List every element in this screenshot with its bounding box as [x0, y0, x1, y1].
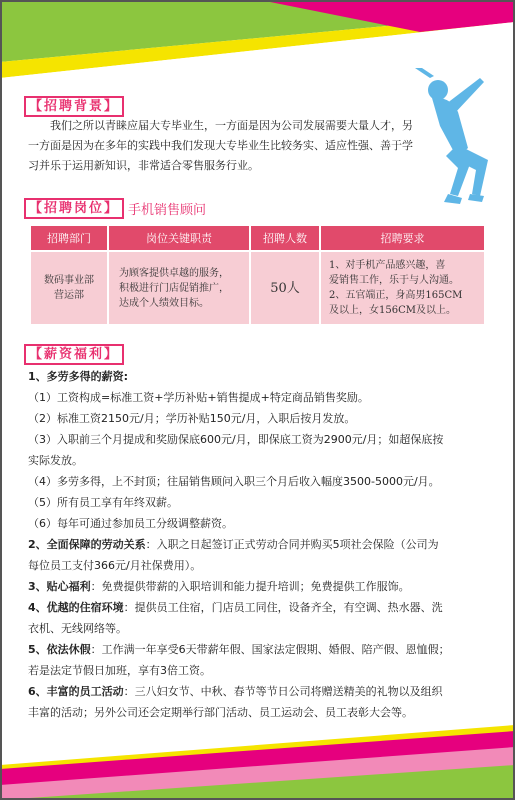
cell-line: 及以上，女156CM及以上。 — [329, 305, 456, 316]
benefit-item-text: 衣机、无线网络等。 — [28, 622, 127, 635]
cell-line: 2、五官端正，身高男165CM — [329, 290, 463, 301]
position-title: 手机销售顾问 — [128, 203, 207, 218]
benefit-item-text: （3）入职前三个月提成和奖励保底600元/月，即保底工资为2900元/月；如超保底按 — [28, 433, 444, 446]
benefit-item-title: 3、贴心福利 — [28, 580, 91, 593]
table-header-cell: 岗位关键职责 — [108, 225, 250, 251]
paragraph-line: 我们之所以青睐应届大专毕业生，一方面是因为公司发展需要大量人才，另 — [50, 119, 413, 132]
paragraph-line: 一方面是因为在多年的实践中我们发现大专毕业生比较务实、适应性强、善于学 — [28, 139, 413, 152]
cell-line: 爱销售工作，乐于与人沟通。 — [329, 275, 459, 286]
benefit-item-text: ：入职之日起签订正式劳动合同并购买5项社会保险（公司为 — [145, 538, 439, 551]
benefit-item-title: 1、多劳多得的薪资: — [28, 370, 129, 383]
benefit-item-title: 4、优越的住宿环境 — [28, 601, 124, 614]
section-tag: 【招聘岗位】 — [24, 198, 124, 219]
benefit-item-text: （5）所有员工享有年终双薪。 — [28, 496, 178, 509]
cell-line: 达成个人绩效目标。 — [119, 297, 209, 309]
cell-line: 积极进行门店促销推广， — [119, 282, 229, 294]
cell-line: 数码事业部 — [44, 275, 94, 286]
benefit-item-text: 丰富的活动；另外公司还会定期举行部门活动、员工运动会、员工表彰大会等。 — [28, 706, 413, 719]
section-tag: 【薪资福利】 — [24, 344, 124, 365]
table-header-cell: 招聘人数 — [250, 225, 320, 251]
benefit-item-text: （1）工资构成=标准工资+学历补贴+销售提成+特定商品销售奖励。 — [28, 391, 369, 404]
cell-line: 1、对手机产品感兴趣，喜 — [329, 260, 446, 271]
headcount-cell: 50人 — [250, 251, 320, 325]
benefit-item-text: 若是法定节假日加班，享有3倍工资。 — [28, 664, 211, 677]
benefit-item-title: 5、依法休假 — [28, 643, 91, 656]
benefit-item-text: ：工作满一年享受6天带薪年假、国家法定假期、婚假、陪产假、恩恤假； — [90, 643, 450, 656]
benefit-item-text: ：提供员工住宿，门店员工同住，设备齐全，有空调、热水器、洗 — [123, 601, 443, 614]
benefit-item-text: （2）标准工资2150元/月；学历补贴150元/月，入职后按月发放。 — [28, 412, 356, 425]
benefit-item-text: （4）多劳多得，上不封顶；往届销售顾问入职三个月后收入幅度3500-5000元/月。 — [28, 475, 440, 488]
cell-line: 为顾客提供卓越的服务， — [119, 267, 229, 279]
benefit-item-text: （6）每年可通过参加员工分级调整薪资。 — [28, 517, 233, 530]
benefit-item-text: 每位员工支付366元/月社保费用）。 — [28, 559, 202, 572]
benefit-item-title: 2、全面保障的劳动关系 — [28, 538, 146, 551]
table-header-cell: 招聘要求 — [320, 225, 485, 251]
benefit-item-text: ：免费提供带薪的入职培训和能力提升培训；免费提供工作服饰。 — [90, 580, 410, 593]
benefit-item-text: ：三八妇女节、中秋、春节等节日公司将赠送精美的礼物以及组织 — [123, 685, 443, 698]
cell-line: 营运部 — [54, 290, 84, 301]
table-header-cell: 招聘部门 — [30, 225, 108, 251]
benefit-item-title: 6、丰富的员工活动 — [28, 685, 124, 698]
paragraph-line: 习并乐于运用新知识，非常适合零售服务行业。 — [28, 159, 259, 172]
section-tag: 【招聘背景】 — [24, 96, 124, 117]
benefit-item-text: 实际发放。 — [28, 454, 83, 467]
